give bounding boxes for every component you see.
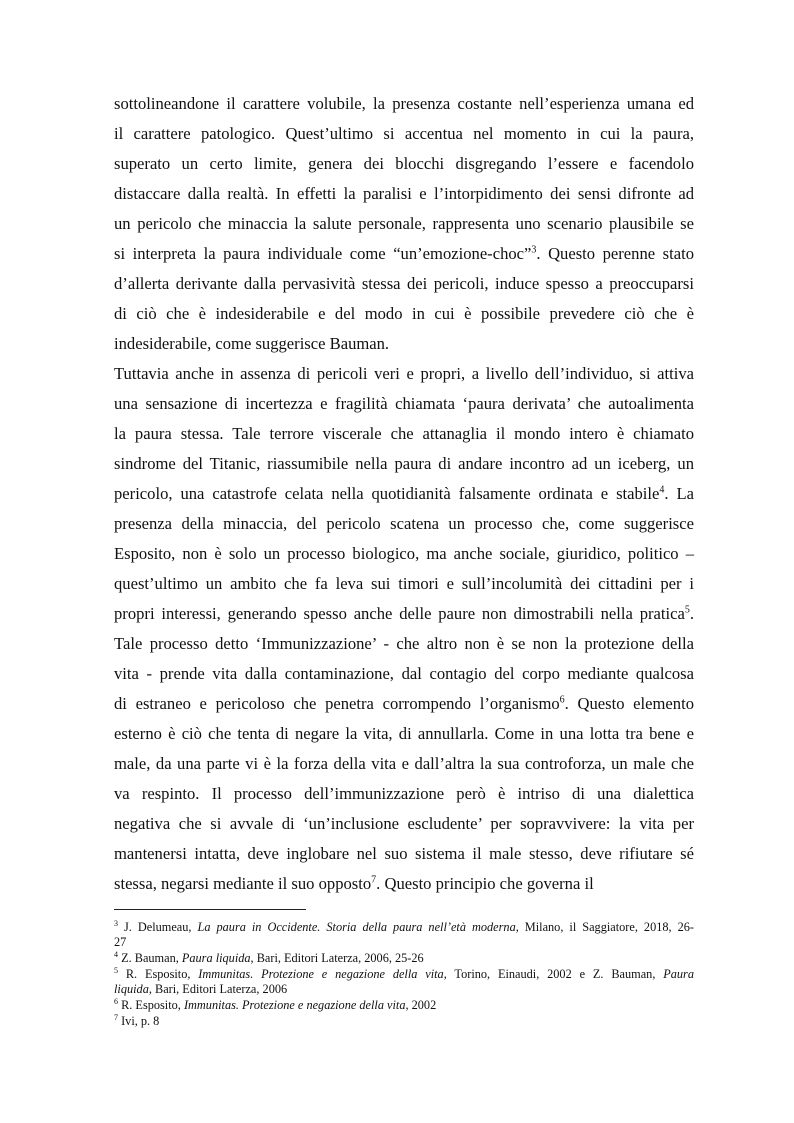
text-segment: . Questo perenne stato <box>536 244 694 263</box>
footnote-ref: 6 <box>559 694 565 706</box>
text-segment: propri interessi, generando spesso anche delle paure non dimostrabili nella pratica <box>114 604 685 623</box>
text-line: indesiderabile, come suggerisce Bauman. <box>114 334 390 353</box>
text-line: Tuttavia anche in assenza di pericoli veri e propri, a livello dell’individuo, si attiva <box>114 364 694 383</box>
text-line: male, da una parte vi è la forza della vita e dall’altra la sua controforza, un male che <box>114 754 694 773</box>
text-line: superato un certo limite, genera dei blocchi disgregando l’essere e facendolo <box>114 154 694 173</box>
footnote-text: Ivi, p. 8 <box>121 1014 160 1028</box>
footnote-number: 4 <box>114 949 118 959</box>
text-line: mantenersi intatta, deve inglobare nel suo sistema il male stesso, deve rifiutare sé <box>114 844 694 863</box>
footnote-number: 7 <box>114 1012 118 1022</box>
footnote-details: , Torino, Einaudi, 2002 e Z. Bauman, <box>443 967 664 981</box>
text-line: vita - prende vita dalla contaminazione, dal contagio del corpo mediante qualcosa <box>114 664 694 683</box>
footnote-details: Milano, il Saggiatore, 2018, 26- <box>518 920 694 934</box>
footnote-author: Z. Bauman, <box>121 951 182 965</box>
footnote-details: , Bari, Editori Laterza, 2006 <box>148 982 288 996</box>
text-line <box>114 483 694 505</box>
text-line: distaccare dalla realtà. In effetti la paralisi e l’intorpidimento dei sensi difronte ad <box>114 184 694 203</box>
text-line: una sensazione di incertezza e fragilità chiamata ‘paura derivata’ che autoalimenta <box>114 394 694 413</box>
text-line: un pericolo che minaccia la salute personale, rappresenta uno scenario plausibile se <box>114 214 694 233</box>
text-line: Tale processo detto ‘Immunizzazione’ - che altro non è se non la protezione della <box>114 634 694 653</box>
text-line: la paura stessa. Tale terrore viscerale che attanaglia il mondo intero è chiamato <box>114 424 694 443</box>
footnote-title: Immunitas. Protezione e negazione della vita, <box>183 998 409 1012</box>
text-line: sindrome del Titanic, riassumibile nella paura di andare incontro ad un iceberg, un <box>114 454 694 473</box>
footnote-title: La paura in Occidente. Storia della paura nell’età moderna, <box>197 920 519 934</box>
footnote-author: R. Esposito, <box>121 998 184 1012</box>
footnote-author: J. Delumeau, <box>124 920 198 934</box>
text-line <box>114 693 694 715</box>
footnote-6 <box>114 998 694 1013</box>
footnote-number: 3 <box>114 918 118 928</box>
footnote-title: liquida <box>114 982 149 996</box>
footnote-ref: 4 <box>659 484 665 496</box>
footnote-4 <box>114 951 694 966</box>
text-line: d’allerta derivante dalla pervasività stessa dei pericoli, induce spesso a preoccuparsi <box>114 274 694 293</box>
footnote-number: 6 <box>114 996 118 1006</box>
footnote-title: Paura liquida <box>181 951 251 965</box>
footnote-5-continued <box>114 982 694 997</box>
footnote-title: Paura <box>663 967 694 981</box>
footnote-7 <box>114 1014 694 1029</box>
text-line <box>114 873 594 895</box>
text-line <box>114 243 694 265</box>
text-segment: . <box>689 604 694 623</box>
text-line: il carattere patologico. Quest’ultimo si accentua nel momento in cui la paura, <box>114 124 694 143</box>
footnote-ref: 3 <box>531 244 537 256</box>
footnote-details: , Bari, Editori Laterza, 2006, 25-26 <box>250 951 424 965</box>
text-line: esterno è ciò che tenta di negare la vita, di annullarla. Come in una lotta tra bene e <box>114 724 694 743</box>
text-segment: . La <box>664 484 694 503</box>
text-line: Esposito, non è solo un processo biologico, ma anche sociale, giuridico, politico – <box>114 544 694 563</box>
text-line <box>114 603 694 625</box>
footnote-3-continued: 27 <box>114 935 127 949</box>
text-line: di ciò che è indesiderabile e del modo in cui è possibile prevedere ciò che è <box>114 304 694 323</box>
text-line: sottolineandone il carattere volubile, la presenza costante nell’esperienza umana ed <box>114 94 694 113</box>
text-line: negativa che si avvale di ‘un’inclusione escludente’ per sopravvivere: la vita per <box>114 814 694 833</box>
footnote-details: 2002 <box>408 998 437 1012</box>
text-segment: pericolo, una catastrofe celata nella quotidianità falsamente ordinata e stabile <box>114 484 660 503</box>
footnote-5 <box>114 967 694 982</box>
text-segment: . Questo principio che governa il <box>376 874 594 893</box>
text-line: va respinto. Il processo dell’immunizzazione però è intriso di una dialettica <box>114 784 694 803</box>
footnote-ref: 7 <box>371 874 377 886</box>
footnote-3 <box>114 920 694 935</box>
text-line: quest’ultimo un ambito che fa leva sui timori e sull’incolumità dei cittadini per i <box>114 574 694 593</box>
text-segment: stessa, negarsi mediante il suo opposto <box>114 874 372 893</box>
footnote-title: Immunitas. Protezione e negazione della vita <box>198 967 444 981</box>
text-segment: . Questo elemento <box>564 694 694 713</box>
footnote-author: R. Esposito, <box>125 967 199 981</box>
text-line: presenza della minaccia, del pericolo scatena un processo che, come suggerisce <box>114 514 694 533</box>
footnote-separator <box>114 909 306 910</box>
text-segment: si interpreta la paura individuale come “un’emozione-choc” <box>114 244 532 263</box>
footnote-ref: 5 <box>684 604 690 616</box>
text-segment: di estraneo e pericoloso che penetra corrompendo l’organismo <box>114 694 560 713</box>
footnote-number: 5 <box>114 965 118 975</box>
